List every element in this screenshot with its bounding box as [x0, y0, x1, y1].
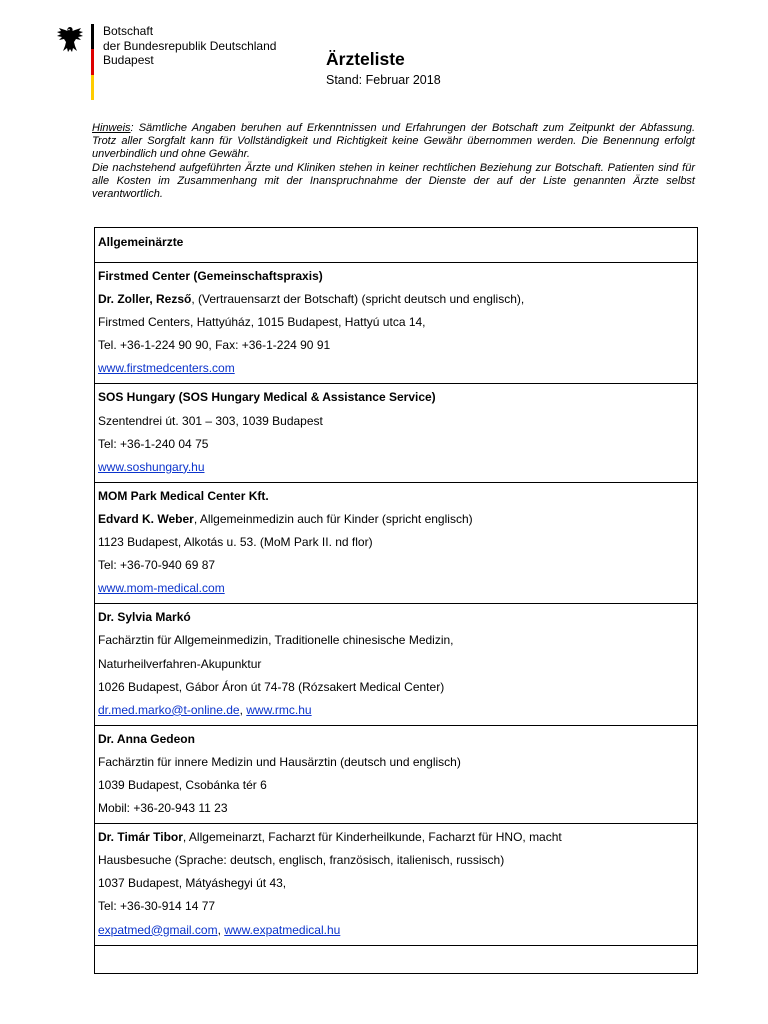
entry-mom-park: [95, 482, 698, 603]
entry-marko: [95, 604, 698, 725]
notice-label: Hinweis: [92, 122, 131, 134]
entry-name: SOS Hungary (SOS Hungary Medical & Assistance Service): [98, 390, 436, 405]
entry-phone: Tel. +36-1-224 90 90, Fax: +36-1-224 90 91: [98, 338, 331, 353]
entry-specialty-1: Fachärztin für innere Medizin und Hausärztin (deutsch und englisch): [98, 754, 461, 769]
entry-phone: Mobil: +36-20-943 11 23: [98, 801, 228, 816]
entry-specialty-2: Naturheilverfahren-Akupunktur: [98, 656, 262, 671]
disclaimer-notice: [92, 122, 695, 201]
entry-doctor-line: [98, 288, 694, 311]
entry-address: Firstmed Centers, Hattyúház, 1015 Budapest, Hattyú utca 14,: [98, 315, 426, 330]
table-row: [95, 824, 698, 945]
entry-phone: Tel: +36-30-914 14 77: [98, 899, 216, 914]
entry-links: [98, 357, 694, 380]
flag-gold: [91, 75, 94, 100]
entry-address: Szentendrei út. 301 – 303, 1039 Budapest: [98, 413, 323, 428]
org-line-3: Budapest: [103, 53, 154, 67]
link-separator: ,: [217, 922, 225, 937]
table-row: [95, 725, 698, 823]
federal-eagle-icon: [54, 24, 86, 56]
entry-address: 1037 Budapest, Mátyáshegyi út 43,: [98, 876, 287, 891]
doctor-desc: , Allgemeinarzt, Facharzt für Kinderheilkunde, Facharzt für HNO, macht: [182, 830, 562, 845]
entry-name: Dr. Anna Gedeon: [98, 731, 195, 746]
notice-paragraph-2: Die nachstehend aufgeführten Ärzte und Kliniken stehen in keiner rechtlichen Beziehung zur Botschaft. Patienten sind für alle Kosten im Zusammenhang mit der Inanspruchnahme der Dienste der auf der Liste genannten Ärzte selbst verantwortlich.: [92, 161, 695, 201]
entry-specialty-1: Fachärztin für Allgemeinmedizin, Traditionelle chinesische Medizin,: [98, 633, 454, 648]
doctor-desc: , Allgemeinmedizin auch für Kinder (spricht englisch): [193, 511, 473, 526]
org-line-1: Botschaft: [103, 24, 154, 38]
entry-doctor-line: [98, 508, 694, 531]
entry-timar: [95, 824, 698, 945]
table-row: [95, 604, 698, 725]
website-link[interactable]: www.firstmedcenters.com: [98, 361, 235, 376]
email-link[interactable]: dr.med.marko@t-online.de: [98, 702, 240, 717]
flag-black: [91, 24, 94, 49]
notice-text-1: : Sämtliche Angaben beruhen auf Erkenntnissen und Erfahrungen der Botschaft zum Zeitpunkt der Abfassung. Trotz aller Sorgfalt kann für Vollständigkeit und Richtigkeit keine Gewähr übernommen werden. Die Benennung erfolgt unverbindlich und ohne Gewähr.: [92, 122, 695, 161]
website-link[interactable]: www.expatmedical.hu: [224, 922, 341, 937]
flag-red: [91, 49, 94, 74]
doctors-table: [94, 227, 698, 974]
entry-links: [98, 456, 694, 479]
entry-links: [98, 699, 694, 722]
document-title: Ärzteliste: [326, 49, 405, 69]
entry-address: 1123 Budapest, Alkotás u. 53. (MoM Park II. nd flor): [98, 535, 373, 550]
doctor-name: Dr. Timár Tibor: [98, 830, 183, 845]
entry-links: [98, 577, 694, 600]
website-link[interactable]: www.soshungary.hu: [98, 459, 205, 474]
document-date: Stand: Februar 2018: [326, 73, 441, 87]
entry-name: Dr. Sylvia Markó: [98, 610, 191, 625]
entry-phone: Tel: +36-1-240 04 75: [98, 436, 209, 451]
org-line-2: der Bundesrepublik Deutschland: [103, 38, 277, 53]
section-title: Allgemeinärzte: [95, 228, 698, 263]
table-row: [95, 482, 698, 603]
entry-desc-2: Hausbesuche (Sprache: deutsch, englisch, französisch, italienisch, russisch): [98, 853, 505, 868]
german-flag-stripe: [91, 24, 94, 100]
website-link[interactable]: www.rmc.hu: [246, 702, 312, 717]
embassy-name: [103, 24, 276, 68]
website-link[interactable]: www.mom-medical.com: [98, 581, 225, 596]
entry-links: [98, 919, 694, 942]
entry-firstmed: [95, 263, 698, 384]
entry-sos-hungary: [95, 384, 698, 482]
empty-cell: [95, 945, 698, 973]
entry-address: 1026 Budapest, Gábor Áron út 74-78 (Rózsakert Medical Center): [98, 679, 445, 694]
entry-name: MOM Park Medical Center Kft.: [98, 488, 269, 503]
table-row: [95, 384, 698, 482]
doctor-desc: , (Vertrauensarzt der Botschaft) (spricht deutsch und englisch),: [191, 292, 525, 307]
entry-name: Firstmed Center (Gemeinschaftspraxis): [98, 269, 323, 283]
entry-doctor-line: [98, 826, 694, 849]
entry-phone: Tel: +36-70-940 69 87: [98, 558, 216, 573]
table-row: [95, 263, 698, 384]
doctor-name: Dr. Zoller, Rezső: [98, 292, 192, 307]
notice-paragraph-1: [92, 122, 695, 162]
section-header-row: [95, 228, 698, 263]
link-separator: ,: [239, 702, 247, 717]
entry-gedeon: [95, 725, 698, 823]
email-link[interactable]: expatmed@gmail.com: [98, 922, 218, 937]
table-row-empty: [95, 945, 698, 973]
entry-address: 1039 Budapest, Csobánka tér 6: [98, 777, 267, 792]
doctor-name: Edvard K. Weber: [98, 511, 194, 526]
